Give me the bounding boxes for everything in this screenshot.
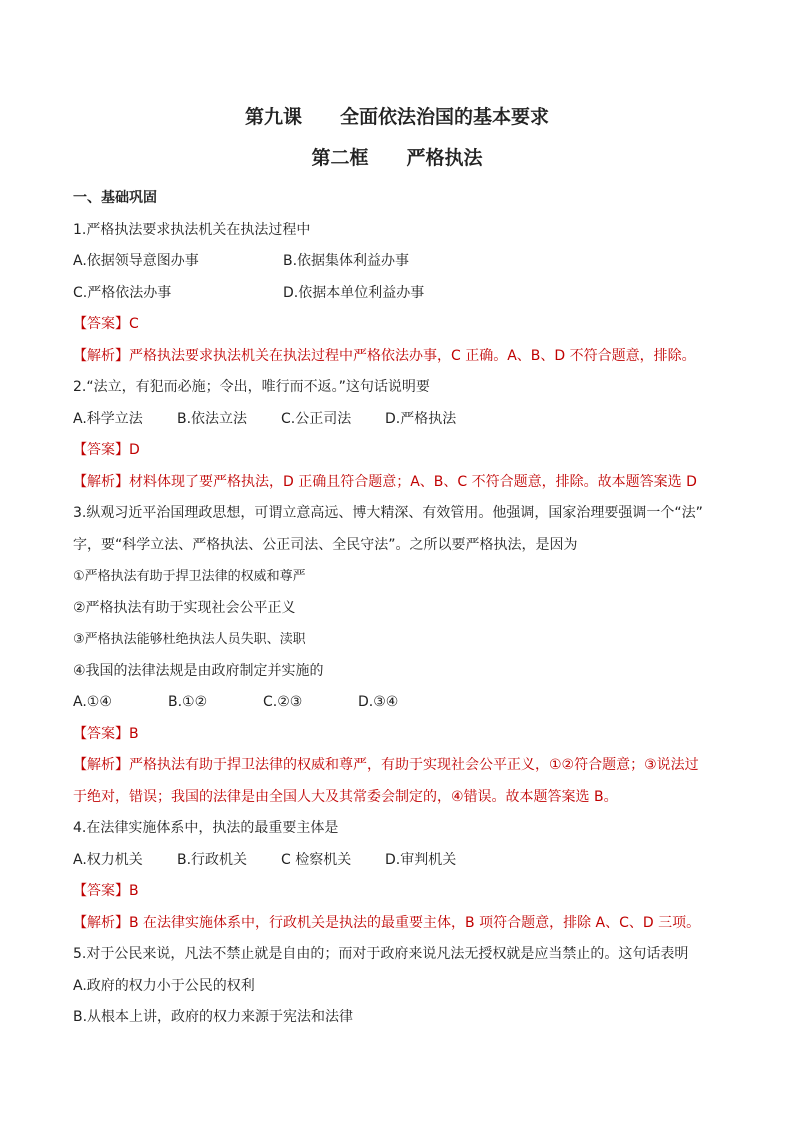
question-3-answer	[73, 719, 723, 751]
question-3-options	[73, 687, 723, 719]
question-3-item-3: ③严格执法能够杜绝执法人员失职、渎职	[73, 632, 306, 647]
exercise-body	[73, 183, 723, 1034]
option-c: C 检察机关	[281, 851, 352, 868]
option-b: B.行政机关	[177, 851, 248, 868]
question-2-stem: 2.“法立，有犯而必施；令出，唯行而不返。”这句话说明要	[73, 379, 430, 395]
question-4-answer	[73, 876, 723, 908]
question-1-options-row-2	[73, 278, 723, 310]
answer-value: D	[129, 442, 140, 458]
option-d: D.严格执法	[385, 410, 457, 427]
option-d: D.审判机关	[385, 851, 457, 868]
question-3-item-2: ②严格执法有助于实现社会公平正义	[73, 599, 296, 616]
question-5-option-a: A.政府的权力小于公民的权利	[73, 977, 255, 994]
question-1-stem: 1.严格执法要求执法机关在执法过程中	[73, 221, 311, 238]
question-4-options	[73, 845, 723, 877]
option-b: B.依法立法	[177, 410, 248, 427]
question-1-analysis	[73, 341, 723, 373]
question-3-stem-line-2: 字，要“科学立法、严格执法、公正司法、全民守法”。之所以要严格执法，是因为	[73, 536, 578, 553]
option-c: C.公正司法	[281, 410, 352, 427]
answer-value: C	[129, 316, 139, 332]
analysis-tag: 【解析】	[73, 757, 129, 773]
answer-tag: 【答案】	[73, 883, 129, 899]
option-a: A.①④	[73, 694, 112, 710]
section-heading: 一、基础巩固	[73, 190, 157, 206]
question-1-answer	[73, 309, 723, 341]
option-b: B.依据集体利益办事	[283, 253, 410, 269]
answer-value: B	[129, 725, 139, 742]
analysis-tag: 【解析】	[73, 473, 129, 490]
question-3-analysis-line-1	[73, 750, 723, 782]
question-1-options-row-1	[73, 246, 723, 278]
question-3-stem-line-1: 3.纵观习近平治国理政思想，可谓立意高远、博大精深、有效管用。他强调，国家治理要强调一个“法”	[73, 505, 703, 521]
question-2-options	[73, 404, 723, 436]
option-a: A.权力机关	[73, 851, 143, 868]
question-4-stem: 4.在法律实施体系中，执法的最重要主体是	[73, 820, 339, 836]
analysis-text: 材料体现了要严格执法，D 正确且符合题意；A、B、C 不符合题意，排除。故本题答案选 D	[129, 473, 697, 490]
option-b: B.①②	[168, 694, 208, 710]
answer-tag: 【答案】	[73, 442, 129, 458]
question-4-analysis	[73, 908, 723, 940]
analysis-text: 严格执法要求执法机关在执法过程中严格依法办事，C 正确。A、B、D 不符合题意，排除。	[129, 347, 696, 364]
question-5-stem: 5.对于公民来说，凡法不禁止就是自由的；而对于政府来说凡法无授权就是应当禁止的。这句话表明	[73, 946, 689, 962]
option-c: C.严格依法办事	[73, 284, 172, 301]
analysis-text: 严格执法有助于捍卫法律的权威和尊严，有助于实现社会公平正义，①②符合题意；③说法过	[129, 757, 699, 773]
analysis-text: B 在法律实施体系中，行政机关是执法的最重要主体，B 项符合题意，排除 A、C、D 三项。	[129, 914, 701, 931]
question-3-item-1: ①严格执法有助于捍卫法律的权威和尊严	[73, 569, 306, 584]
question-3-item-4: ④我国的法律法规是由政府制定并实施的	[73, 662, 324, 679]
question-3-analysis-line-2: 于绝对，错误；我国的法律是由全国人大及其常委会制定的，④错误。故本题答案选 B。	[73, 788, 618, 805]
analysis-tag: 【解析】	[73, 914, 129, 931]
answer-tag: 【答案】	[73, 725, 129, 742]
answer-value: B	[129, 883, 139, 899]
option-d: D.依据本单位利益办事	[283, 284, 425, 301]
title-block	[0, 103, 794, 172]
option-c: C.②③	[263, 694, 303, 710]
answer-tag: 【答案】	[73, 316, 129, 332]
option-a: A.科学立法	[73, 410, 143, 427]
analysis-tag: 【解析】	[73, 347, 129, 364]
lesson-title: 第九课 全面依法治国的基本要求	[244, 106, 549, 128]
option-a: A.依据领导意图办事	[73, 253, 199, 269]
question-2-analysis	[73, 467, 723, 499]
question-5-option-b: B.从根本上讲，政府的权力来源于宪法和法律	[73, 1009, 354, 1025]
question-2-answer	[73, 435, 723, 467]
option-d: D.③④	[358, 694, 399, 710]
section-subtitle: 第二框 严格执法	[311, 147, 483, 169]
